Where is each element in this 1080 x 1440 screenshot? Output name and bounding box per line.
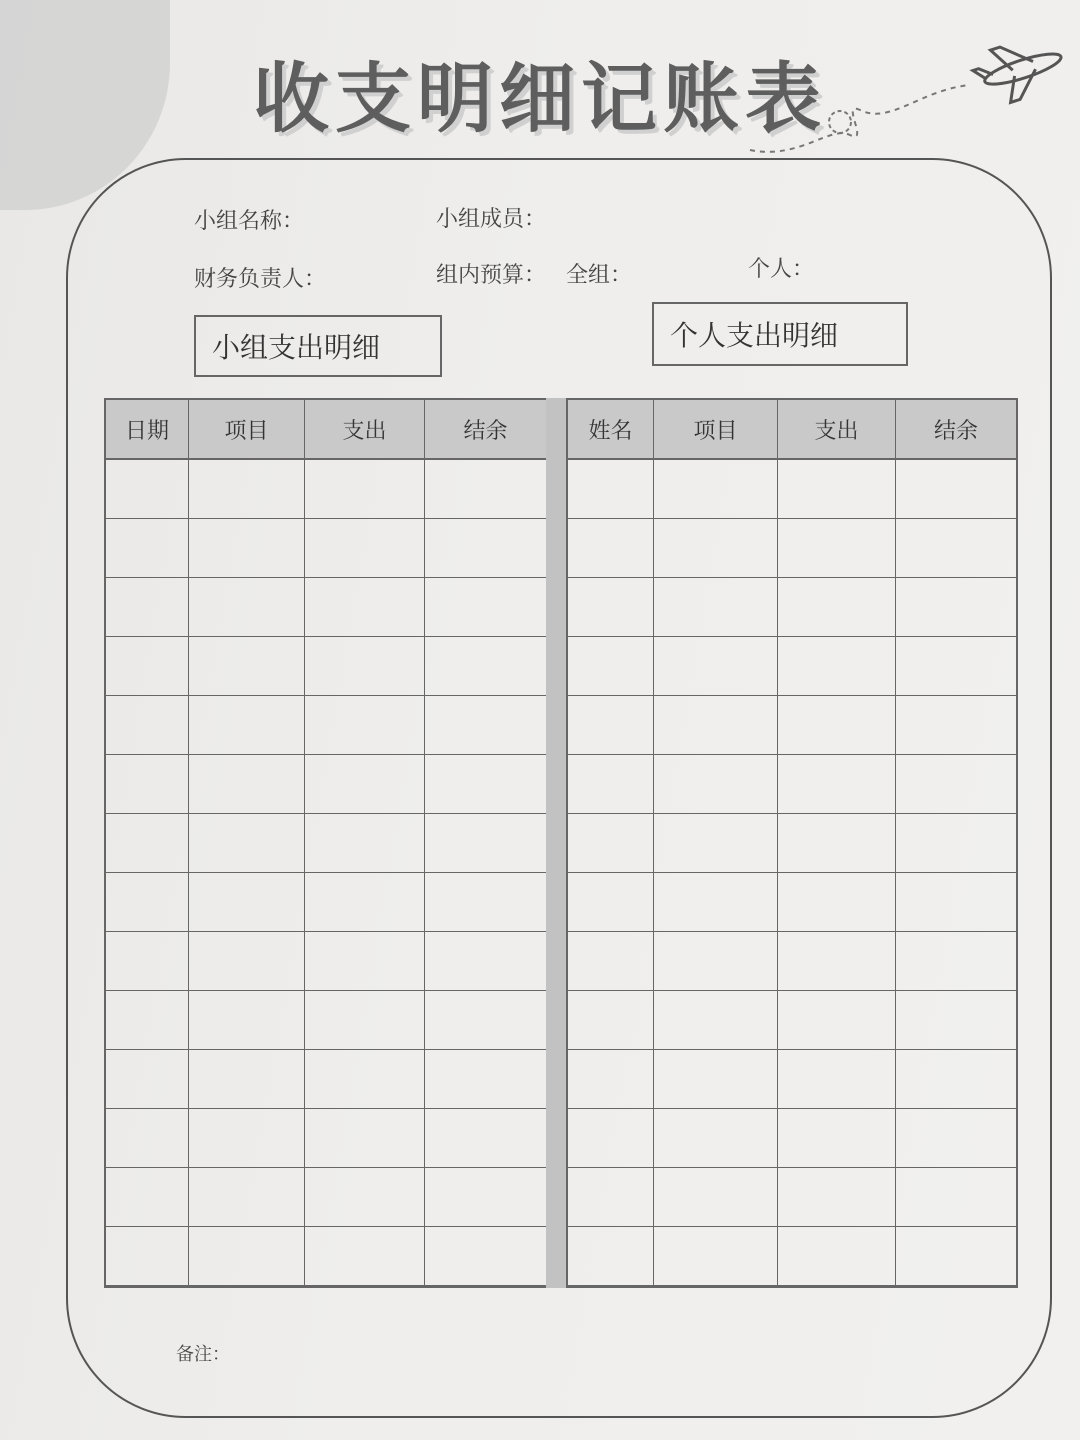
table-cell[interactable] [654,696,778,755]
group-members-label: 小组成员： [436,207,547,232]
table-cell[interactable] [106,1109,189,1168]
table-cell[interactable] [654,1050,778,1109]
table-cell[interactable] [425,991,546,1050]
table-cell[interactable] [568,1227,654,1286]
table-cell[interactable] [568,1168,654,1227]
table-cell[interactable] [568,1050,654,1109]
table-cell[interactable] [654,1168,778,1227]
table-divider [546,398,566,1288]
personal-expense-heading: 个人支出明细 [652,302,908,366]
table-cell[interactable] [778,814,896,873]
table-cell[interactable] [305,1227,425,1286]
table-cell[interactable] [568,991,654,1050]
table-cell[interactable] [654,873,778,932]
table-cell[interactable] [778,1050,896,1109]
table-cell[interactable] [189,991,305,1050]
table-cell[interactable] [896,1168,1016,1227]
table-cell[interactable] [106,932,189,991]
table-cell[interactable] [189,1227,305,1286]
notes-label: 备注： [176,1344,230,1365]
table-cell[interactable] [896,696,1016,755]
table-cell[interactable] [568,696,654,755]
table-cell[interactable] [106,696,189,755]
column-header: 结余 [896,400,1016,460]
table-cell[interactable] [106,578,189,637]
table-cell[interactable] [778,1168,896,1227]
table-cell[interactable] [189,637,305,696]
table-cell[interactable] [106,1227,189,1286]
table-cell[interactable] [189,696,305,755]
group-expense-heading: 小组支出明细 [194,315,442,377]
table-cell[interactable] [778,932,896,991]
table-cell[interactable] [106,519,189,578]
table-cell[interactable] [654,1227,778,1286]
table-cell[interactable] [654,991,778,1050]
table-cell[interactable] [305,696,425,755]
table-cell[interactable] [189,755,305,814]
column-header: 支出 [778,400,896,460]
table-cell[interactable] [305,932,425,991]
table-cell[interactable] [778,460,896,519]
individual-label: 个人： [748,257,815,282]
table-cell[interactable] [305,991,425,1050]
table-cell[interactable] [896,932,1016,991]
table-cell[interactable] [106,991,189,1050]
table-cell[interactable] [106,637,189,696]
table-cell[interactable] [778,637,896,696]
table-cell[interactable] [305,873,425,932]
table-cell[interactable] [189,873,305,932]
column-header: 支出 [305,400,425,460]
column-header: 结余 [425,400,546,460]
table-cell[interactable] [305,460,425,519]
table-cell[interactable] [896,1109,1016,1168]
table-cell[interactable] [106,460,189,519]
whole-group-label: 全组： [566,263,633,288]
column-header: 姓名 [568,400,654,460]
table-cell[interactable] [778,578,896,637]
table-cell[interactable] [106,1168,189,1227]
table-cell[interactable] [106,873,189,932]
table-cell[interactable] [778,991,896,1050]
table-cell[interactable] [778,1109,896,1168]
table-cell[interactable] [425,1227,546,1286]
table-cell[interactable] [654,1109,778,1168]
table-cell[interactable] [654,755,778,814]
table-cell[interactable] [425,696,546,755]
finance-manager-label: 财务负责人： [194,267,327,292]
group-name-label: 小组名称： [194,209,305,234]
table-cell[interactable] [568,814,654,873]
table-cell[interactable] [189,1168,305,1227]
table-cell[interactable] [425,578,546,637]
airplane-icon [740,30,1070,170]
table-cell[interactable] [425,873,546,932]
table-cell[interactable] [189,578,305,637]
table-cell[interactable] [654,814,778,873]
page-title: 收支明细记账表 [253,54,827,143]
table-cell[interactable] [305,637,425,696]
table-cell[interactable] [305,1109,425,1168]
table-cell[interactable] [425,755,546,814]
table-cell[interactable] [305,578,425,637]
table-cell[interactable] [106,755,189,814]
table-cell[interactable] [425,814,546,873]
table-cell[interactable] [425,460,546,519]
table-cell[interactable] [778,696,896,755]
table-cell[interactable] [778,1227,896,1286]
table-cell[interactable] [189,1050,305,1109]
table-cell[interactable] [896,1227,1016,1286]
table-cell[interactable] [568,519,654,578]
table-cell[interactable] [896,460,1016,519]
table-cell[interactable] [568,1109,654,1168]
table-cell[interactable] [654,460,778,519]
group-budget-label: 组内预算： [436,263,547,288]
table-cell[interactable] [896,755,1016,814]
table-cell[interactable] [896,637,1016,696]
table-cell[interactable] [896,578,1016,637]
table-cell[interactable] [189,1109,305,1168]
table-cell[interactable] [425,932,546,991]
table-cell[interactable] [568,637,654,696]
table-cell[interactable] [425,1168,546,1227]
table-cell[interactable] [568,932,654,991]
table-cell[interactable] [654,932,778,991]
table-cell[interactable] [778,873,896,932]
table-cell[interactable] [425,637,546,696]
column-header: 项目 [189,400,305,460]
column-header: 日期 [106,400,189,460]
table-cell[interactable] [778,519,896,578]
table-cell[interactable] [305,1168,425,1227]
table-cell[interactable] [568,460,654,519]
table-cell[interactable] [189,814,305,873]
table-cell[interactable] [305,519,425,578]
table-cell[interactable] [305,1050,425,1109]
personal-expense-table [566,398,1018,1288]
group-expense-table [104,398,548,1288]
table-cell[interactable] [425,1050,546,1109]
table-cell[interactable] [896,991,1016,1050]
table-cell[interactable] [654,519,778,578]
table-cell[interactable] [896,873,1016,932]
table-cell[interactable] [654,637,778,696]
table-cell[interactable] [568,873,654,932]
table-cell[interactable] [778,755,896,814]
table-cell[interactable] [896,1050,1016,1109]
table-cell[interactable] [896,814,1016,873]
table-cell[interactable] [189,460,305,519]
table-cell[interactable] [106,1050,189,1109]
table-cell[interactable] [189,932,305,991]
table-cell[interactable] [425,1109,546,1168]
column-header: 项目 [654,400,778,460]
table-cell[interactable] [106,814,189,873]
table-cell[interactable] [568,755,654,814]
table-cell[interactable] [425,519,546,578]
table-cell[interactable] [189,519,305,578]
table-cell[interactable] [305,755,425,814]
table-cell[interactable] [654,578,778,637]
table-cell[interactable] [568,578,654,637]
table-cell[interactable] [896,519,1016,578]
table-cell[interactable] [305,814,425,873]
